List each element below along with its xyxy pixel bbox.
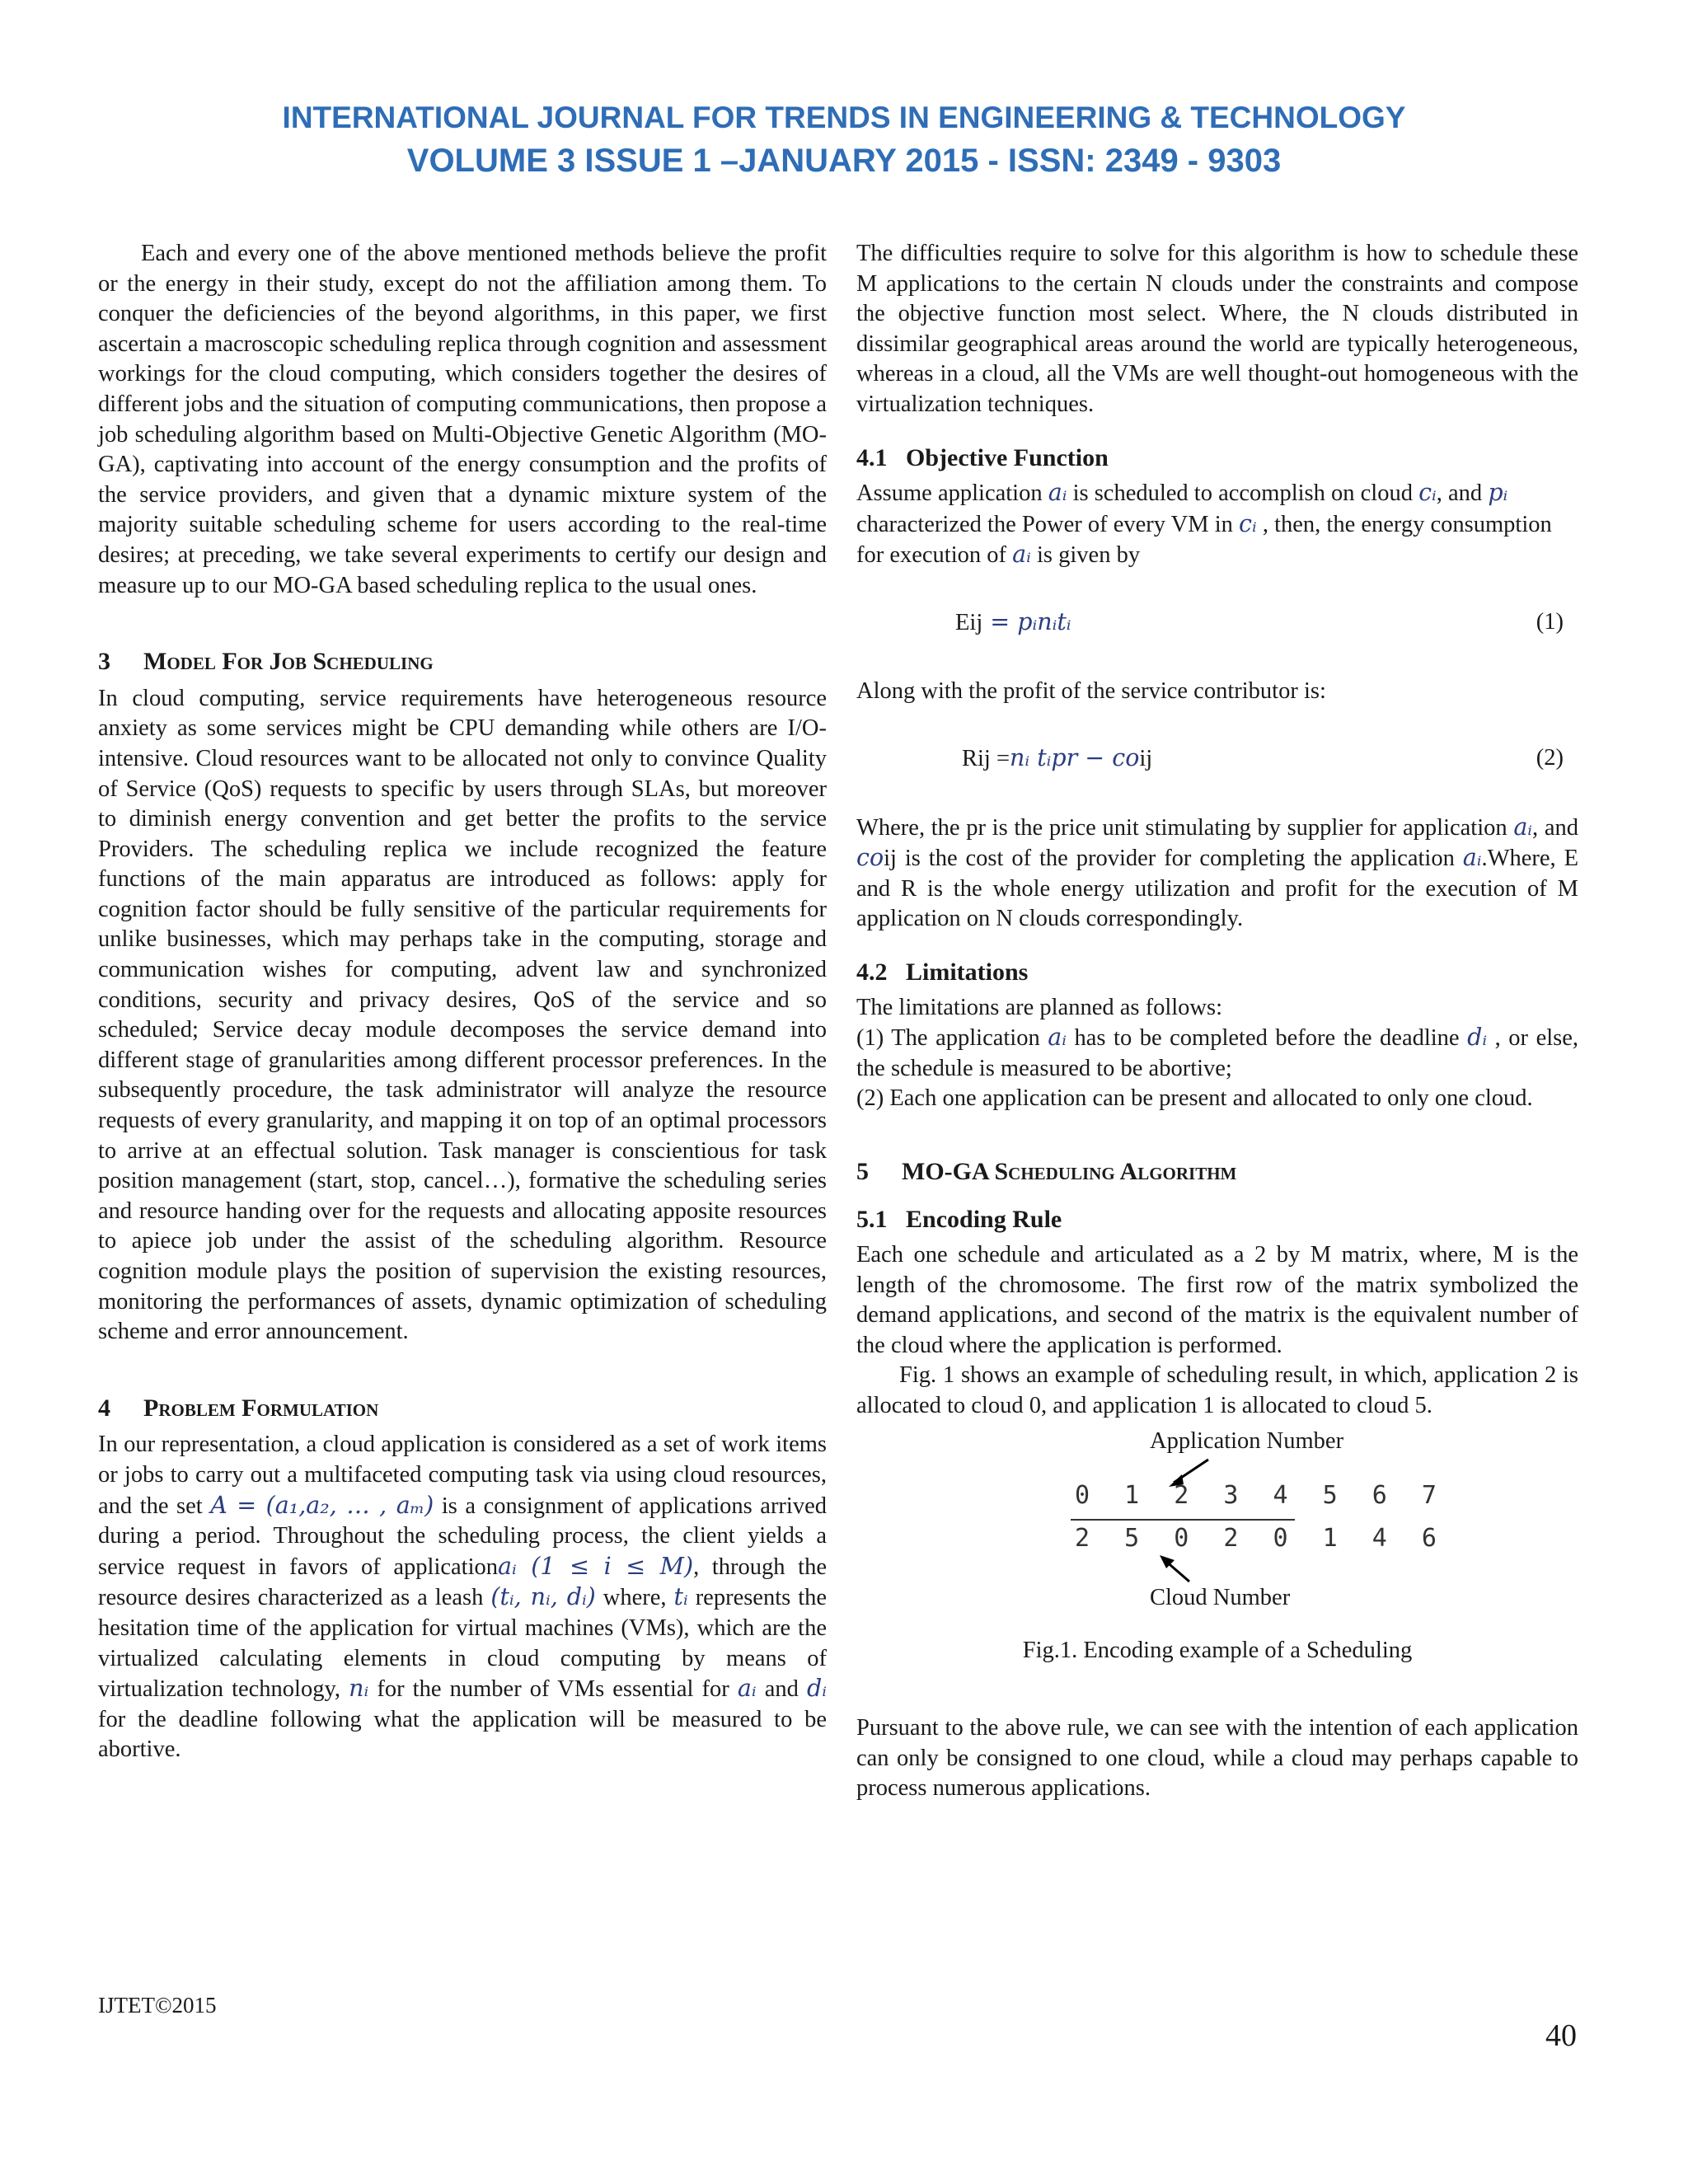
journal-title: INTERNATIONAL JOURNAL FOR TRENDS IN ENGINEERING & TECHNOLOGY xyxy=(282,101,1406,134)
limitations-intro: The limitations are planned as follows: xyxy=(856,994,1223,1020)
cloud-number-row: 2 5 0 2 0 1 4 6 xyxy=(1075,1523,1447,1553)
limitation-2: (2) Each one application can be present and allocated to only one cloud. xyxy=(856,1085,1533,1112)
matrix-divider xyxy=(1071,1519,1295,1521)
application-number-label: Application Number xyxy=(1150,1427,1344,1454)
equation-1: Eij = pᵢnᵢtᵢ (1) xyxy=(856,607,1578,637)
page-number: 40 xyxy=(1545,2018,1577,2053)
encoding-figure xyxy=(856,1427,1578,1608)
equation-1-number: (1) xyxy=(1536,608,1564,635)
final-paragraph: Pursuant to the above rule, we can see with the intention of each application can only be consigned to one cloud, while a cloud may perhaps capable to process numerous applications. xyxy=(856,1715,1578,1802)
left-column xyxy=(98,239,827,1765)
copyright-footer: IJTET©2015 xyxy=(98,1993,217,2018)
figure-caption: Fig.1. Encoding example of a Scheduling xyxy=(1022,1637,1413,1663)
section-4-title: Problem Formulation xyxy=(143,1394,379,1422)
encoding-paragraph-1: Each one schedule and articulated as a 2 by M matrix, where, M is the length of the chromosome. The first row of the matrix symbolized the demand applications, and second of the matrix is the equivalent number of the cloud where the application is performed. xyxy=(856,1242,1578,1358)
journal-header xyxy=(0,97,1688,183)
cloud-number-label: Cloud Number xyxy=(1150,1584,1291,1610)
where-paragraph: Where, the pr is the price unit stimulating by supplier for application aᵢ, and coij is the cost of the provider for completing the application aᵢ.Where, E and R is the whole energy utilization and profit for the execution of M application on N clouds correspondingly. xyxy=(856,813,1578,932)
section-4-2-heading: 4.2 Limitations xyxy=(856,958,1029,986)
intro-paragraph: Each and every one of the above mentioned methods believe the profit or the energy in their study, except do not the affiliation among them. To conquer the deficiencies of the beyond algorithms, in this paper, we first ascertain a macroscopic scheduling replica through cognition and assessment workings for the cloud computing, which considers together the desires of different jobs and the situation of computing communications, then propose a job scheduling algorithm based on Multi-Objective Genetic Algorithm (MO-GA), captivating into account of the energy consumption and the profits of the service providers, and given that a dynamic mixture system of the majority suitable scheduling scheme for users according to the real-time desires; at preceding, we take several experiments to certify our design and measure up to our MO-GA based scheduling replica to the usual ones. xyxy=(98,241,827,598)
arrow-up-icon xyxy=(1158,1554,1199,1586)
limitation-1: (1) The application aᵢ has to be completed before the deadline dᵢ , or else, the schedule is measured to be abortive; xyxy=(856,1024,1578,1081)
right-column xyxy=(856,239,1578,1804)
section-5-1-heading: 5.1 Encoding Rule xyxy=(856,1206,1062,1234)
section-3-heading: 3 Model For Job Scheduling xyxy=(98,648,434,676)
section-3-title: Model For Job Scheduling xyxy=(143,648,434,676)
encoding-paragraph-2: Fig. 1 shows an example of scheduling result, in which, application 2 is allocated to cloud 0, and application 1 is allocated to cloud 5. xyxy=(856,1362,1578,1419)
objective-paragraph: Assume application aᵢ is scheduled to accomplish on cloud cᵢ, and pᵢ characterized the Power of every VM in cᵢ , then, the energy consumption for execution of aᵢ is given by xyxy=(856,479,1552,569)
section-5-heading: 5 MO-GA Scheduling Algorithm xyxy=(856,1157,1237,1185)
application-number-row: 0 1 2 3 4 5 6 7 xyxy=(1075,1480,1447,1510)
problem-paragraph: The difficulties require to solve for this algorithm is how to schedule these M applications to the certain N clouds under the constraints and compose the objective function most select. Where, the N clouds distributed in dissimilar geographical areas around the world are typically heterogeneous, whereas in a cloud, all the VMs are well thought-out homogeneous with the virtualization techniques. xyxy=(856,241,1578,417)
section-4-paragraph: In our representation, a cloud application is considered as a set of work items or jobs to carry out a multifaceted computing task via using cloud resources, and the set A = (a₁,a₂, … , aₘ) is a consignment of applications arrived during a period. Throughout the scheduling process, the client yields a service request in favors of applicationaᵢ (1 ≤ i ≤ M), through the resource desires characterized as a leash (tᵢ, nᵢ, dᵢ) where, tᵢ represents the hesitation time of the application for virtual machines (VMs), which are the virtualized calculating elements in cloud computing by means of virtualization technology, nᵢ for the number of VMs essential for aᵢ and dᵢ for the deadline following what the application will be measured to be abortive. xyxy=(98,1432,828,1763)
equation-2-number: (2) xyxy=(1536,744,1564,771)
section-4-heading: 4 Problem Formulation xyxy=(98,1394,379,1422)
journal-volume: VOLUME 3 ISSUE 1 –JANUARY 2015 - ISSN: 2349 - 9303 xyxy=(406,143,1282,179)
profit-intro: Along with the profit of the service contributor is: xyxy=(856,677,1326,704)
equation-2: Rij =nᵢ tᵢpr − coij (2) xyxy=(856,743,1578,773)
section-3-paragraph: In cloud computing, service requirements have heterogeneous resource anxiety as some services might be CPU demanding while others are I/O-intensive. Cloud resources want to be allocated not only to convince Quality of Service (QoS) requests to specific by users through SLAs, but moreover to diminish energy convention and get better the profits to the service Providers. The scheduling replica we include recognized the feature functions of the main apparatus are introduced as follows: apply for cognition factor should be fully sensitive of the particular requirements for unlike businesses, which may perhaps take in the computing, storage and communication wishes for computing, advent law and synchronized conditions, security and privacy desires, QoS of the service and so scheduled; Service decay module decomposes the service demand into different stage of granularities among different processor preferences. In the subsequently procedure, the task administrator will analyze the resource requests of every granularity, and mapping it on top of an optimal processors to arrive at an effectual solution. Task manager is conscientious for task position management (start, stop, cancel…), formative the scheduling series and resource handing over for the requests and allocating apposite resources to apiece job under the assist of the scheduling algorithm. Resource cognition module plays the position of supervision the existing resources, monitoring the performances of assets, dynamic optimization of scheduling scheme and error announcement. xyxy=(98,685,827,1345)
section-4-1-heading: 4.1 Objective Function xyxy=(856,443,1109,471)
